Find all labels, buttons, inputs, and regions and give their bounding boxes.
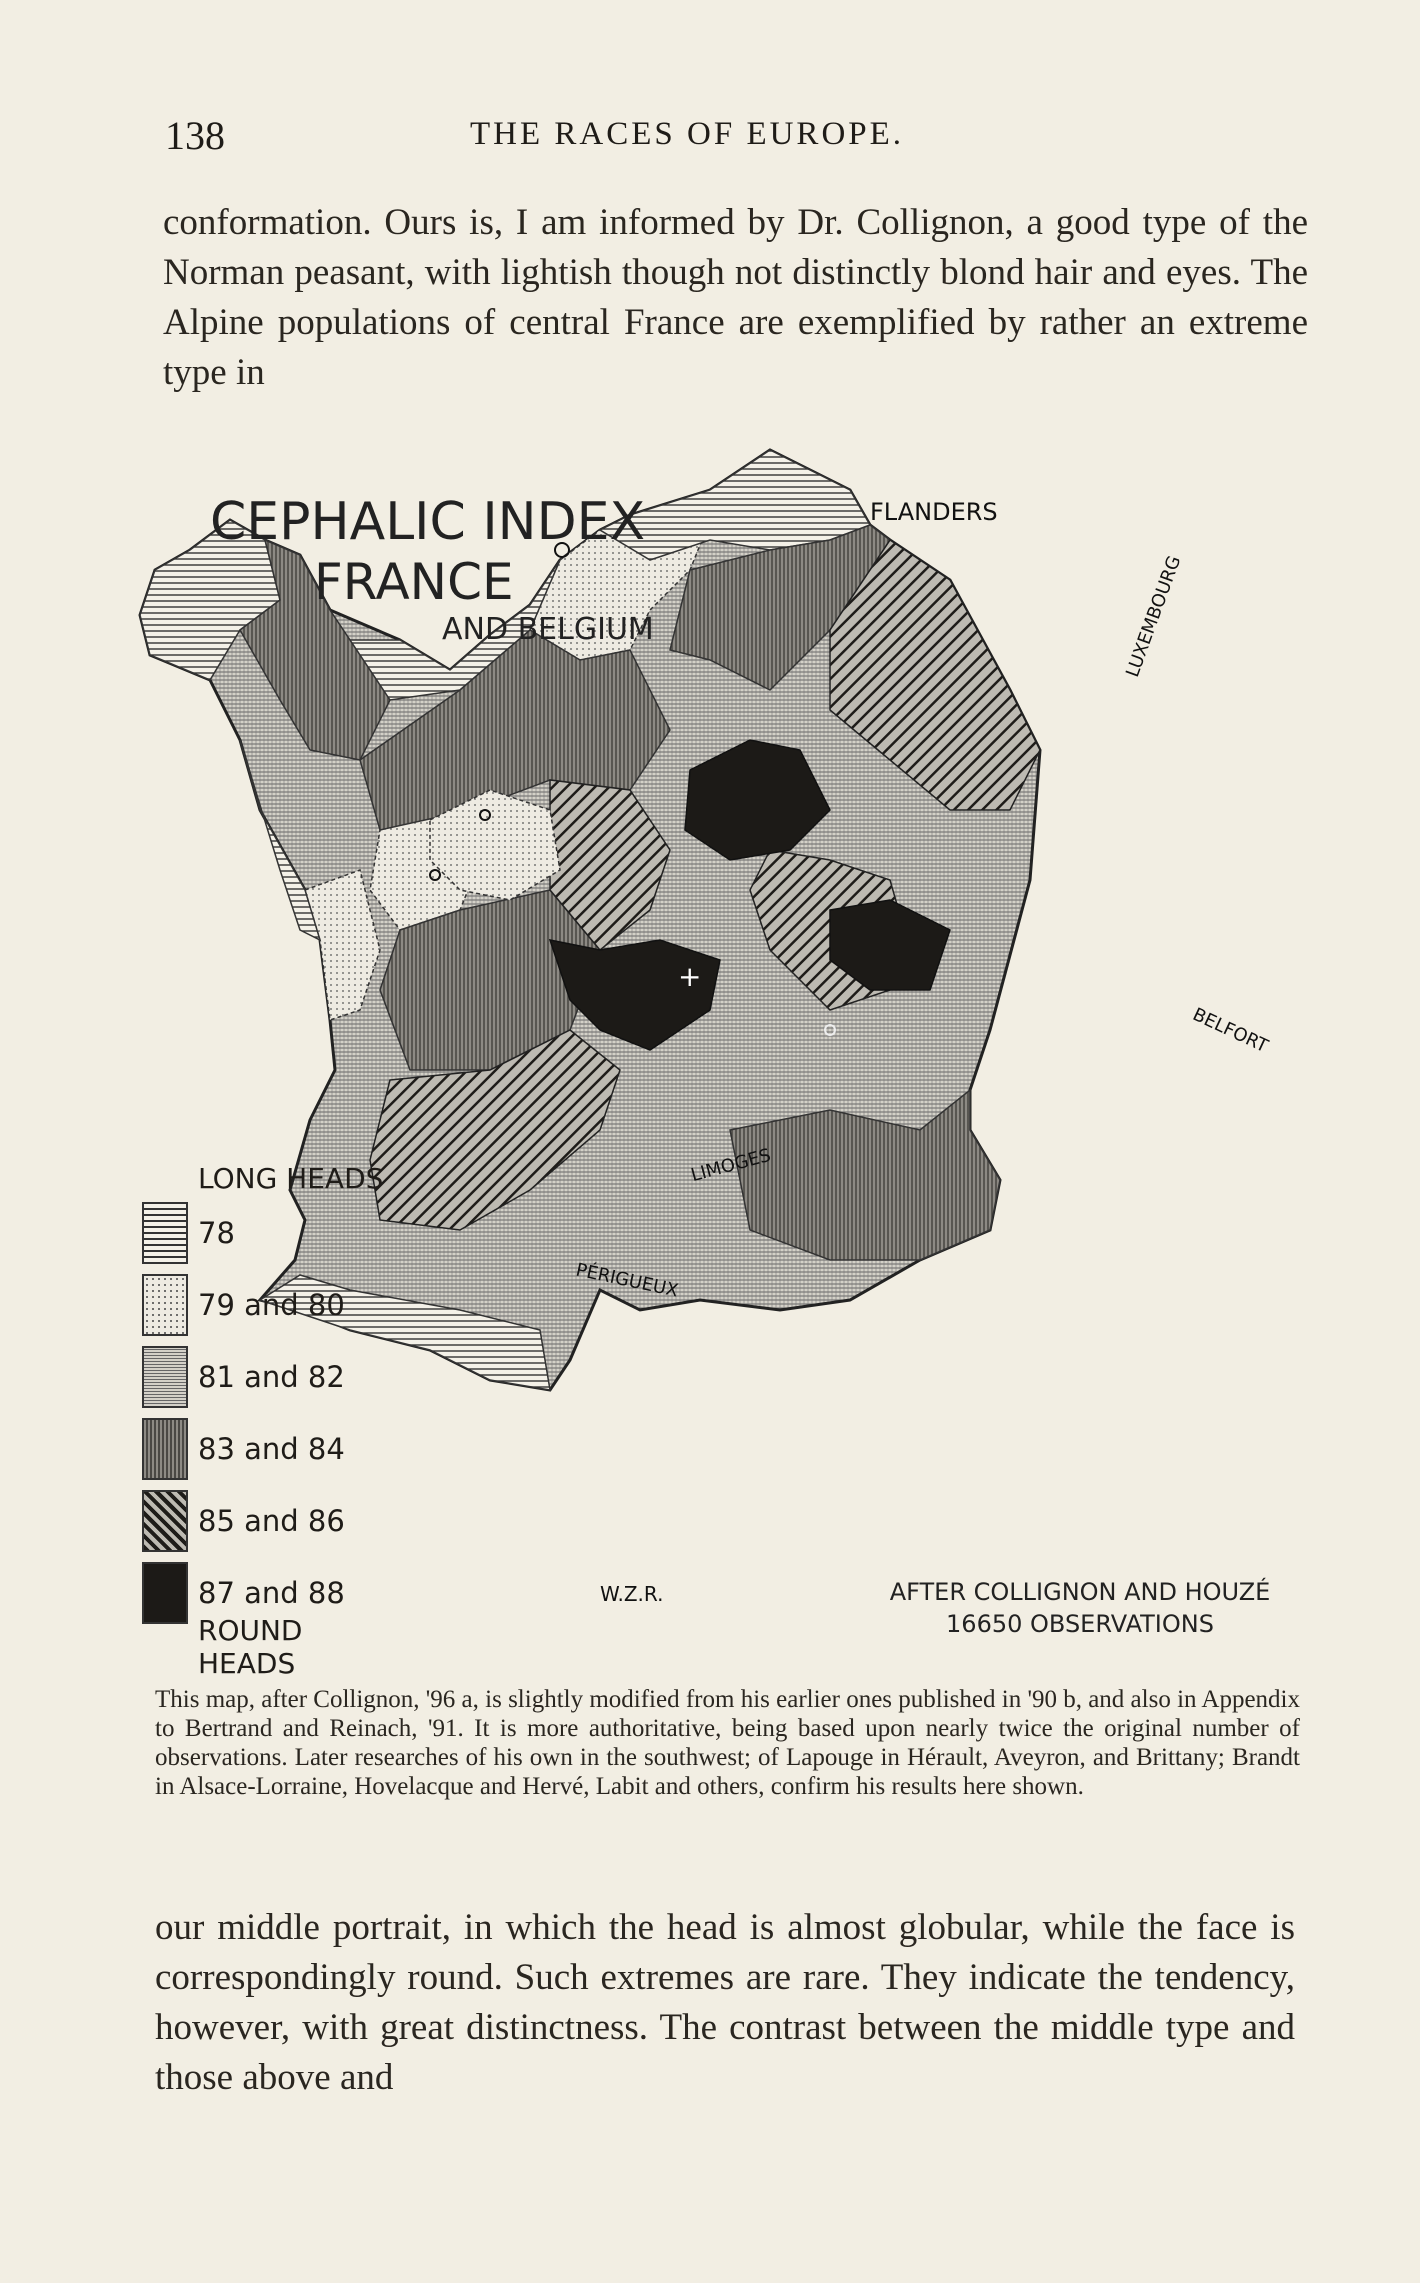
legend-swatch [142,1202,188,1264]
legend-swatch [142,1418,188,1480]
body-paragraph-bottom: our middle portrait, in which the head is almost globular, while the face is correspondingly round. Such extremes are rare. They indicate the tendency, however, with great distinctness. The contrast between the middle type and those above and [155,1907,1295,2098]
map-title-line1: CEPHALIC INDEX [210,492,646,552]
map-credit-line1: AFTER COLLIGNON AND HOUZÉ [889,1578,1271,1606]
legend-swatch [142,1346,188,1408]
label-wzr: W.Z.R. [600,1582,664,1606]
legend-row-78 [138,1202,398,1266]
legend-row-81-82 [138,1346,398,1410]
figure-caption: This map, after Collignon, '96 a, is slightly modified from his earlier ones published in '90 b, and also in Appendix to Bertrand and Reinach, '91. It is more authoritative, being based upon nearly twice the original number of observations. Later researches of his own in the southwest; of Lapouge in Hérault, Aveyron, and Brittany; Brandt in Alsace-Lorraine, Hovelacque and Hervé, Labit and others, confirm his results here shown. [155,1686,1300,1800]
body-paragraph-top: conformation. Ours is, I am informed by Dr. Collignon, a good type of the Norman peasant, with lightish though not distinctly blond hair and eyes. The Alpine populations of central France are exemplified by rather an extreme type in [163,202,1308,393]
legend-label: 78 [198,1216,235,1250]
map-title-line2: FRANCE [314,553,514,611]
legend-row-79-80 [138,1274,398,1338]
label-belfort: BELFORT [1189,1003,1272,1058]
legend-swatch [142,1562,188,1624]
town-marker-cross: + [678,960,702,993]
cephalic-index-map-figure [130,430,1350,1680]
legend-label: 83 and 84 [198,1432,345,1466]
legend-row-85-86 [138,1490,398,1554]
legend-label: 79 and 80 [198,1288,345,1322]
legend-label: 85 and 86 [198,1504,345,1538]
legend-swatch [142,1274,188,1336]
label-flanders: FLANDERS [870,498,998,526]
legend-bottom-label: ROUND HEADS [198,1614,303,1680]
legend-label: 81 and 82 [198,1360,345,1394]
label-luxembourg: LUXEMBOURG [1122,553,1186,680]
map-legend [138,1162,398,1680]
running-title: THE RACES OF EUROPE. [470,116,905,152]
map-title-line3: AND BELGIUM [442,612,654,647]
legend-top-label: LONG HEADS [198,1162,384,1195]
map-credit-line2: 16650 OBSERVATIONS [946,1610,1214,1638]
label-perigueux: PÉRIGUEUX [573,1259,681,1302]
legend-row-83-84 [138,1418,398,1482]
page-number: 138 [165,113,225,158]
label-limoges: LIMOGES [688,1144,774,1187]
legend-label: 87 and 88 [198,1576,345,1610]
legend-swatch [142,1490,188,1552]
running-head [150,112,1300,162]
